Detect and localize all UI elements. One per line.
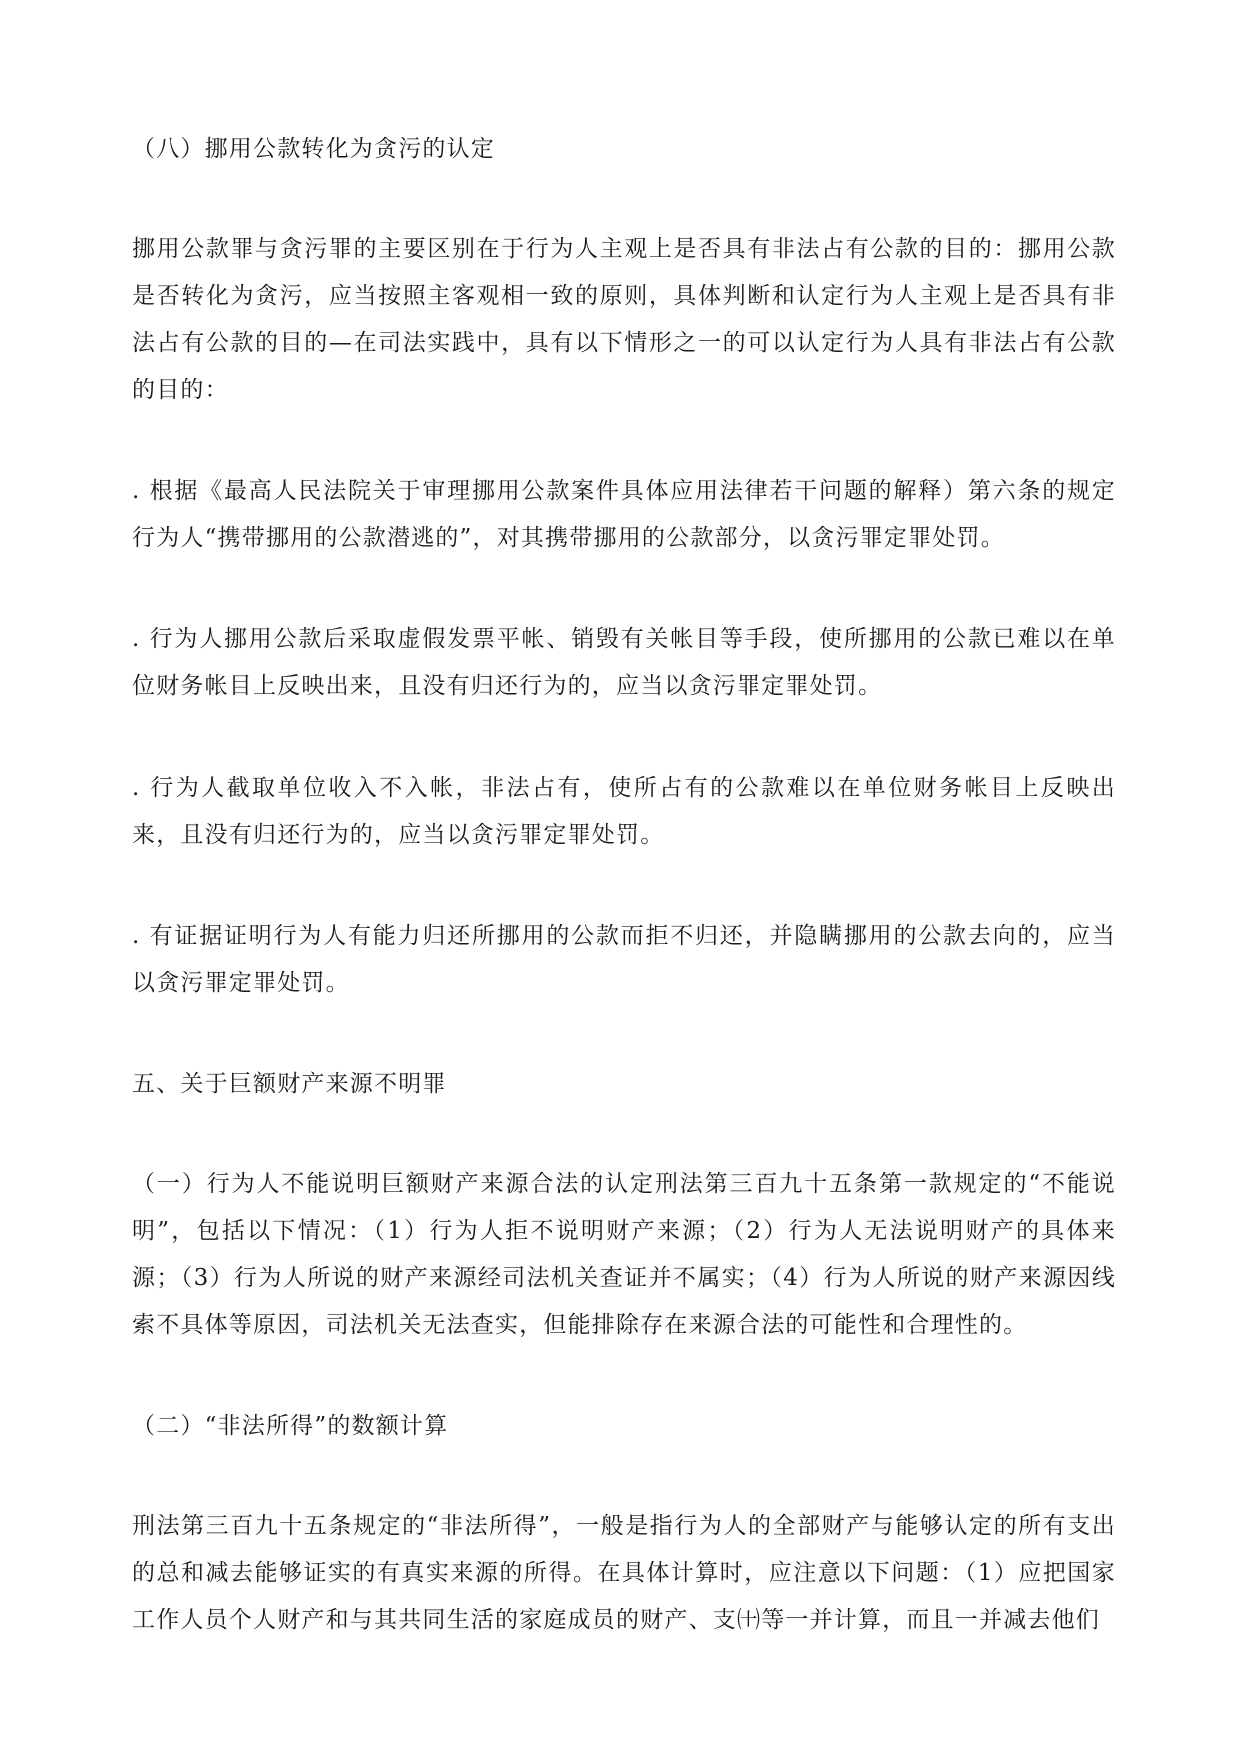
chapter-heading-unexplained-assets: 五、关于巨额财产来源不明罪 [132,1071,447,1097]
body-paragraph: 刑法第三百九十五条规定的“非法所得”，一般是指行为人的全部财产与能够认定的所有支出的总和减去能够证实的有真实来源的所得。在具体计算时，应注意以下问题：（1）应把国家工作人员个人财产和与其共同生活的家庭成员的财产、支㈩等一并计算，而且一并减去他们 [132,1513,1116,1633]
list-item: . 根据《最高人民法院关于审理挪用公款案件具体应用法律若干问题的解释）第六条的规定行为人“携带挪用的公款潜逃的”，对其携带挪用的公款部分，以贪污罪定罪处罚。 [132,478,1116,551]
subsection-paragraph: （一）行为人不能说明巨额财产来源合法的认定刑法第三百九十五条第一款规定的“不能说明”，包括以下情况：（1）行为人拒不说明财产来源；（2）行为人无法说明财产的具体来源；（3）行为人所说的财产来源经司法机关查证并不属实；（4）行为人所说的财产来源因线索不具体等原因，司法机关无法查实，但能排除存在来源合法的可能性和合理性的。 [132,1171,1116,1338]
section-heading-embezzlement-conversion: （八）挪用公款转化为贪污的认定 [132,136,495,162]
list-item: . 行为人挪用公款后采取虚假发票平帐、销毁有关帐目等手段，使所挪用的公款已难以在单位财务帐目上反映出来，且没有归还行为的，应当以贪污罪定罪处罚。 [132,626,1116,699]
list-item: . 行为人截取单位收入不入帐，非法占有，使所占有的公款难以在单位财务帐目上反映出来，且没有归还行为的，应当以贪污罪定罪处罚。 [132,775,1116,848]
intro-paragraph: 挪用公款罪与贪污罪的主要区别在于行为人主观上是否具有非法占有公款的目的：挪用公款是否转化为贪污，应当按照主客观相一致的原则，具体判断和认定行为人主观上是否具有非法占有公款的目的—在司法实践中，具有以下情形之一的可以认定行为人具有非法占有公款的目的： [132,236,1116,403]
list-item: . 有证据证明行为人有能力归还所挪用的公款而拒不归还，并隐瞒挪用的公款去向的，应当以贪污罪定罪处罚。 [132,923,1116,996]
subsection-heading-illegal-income: （二）“非法所得”的数额计算 [132,1413,449,1439]
